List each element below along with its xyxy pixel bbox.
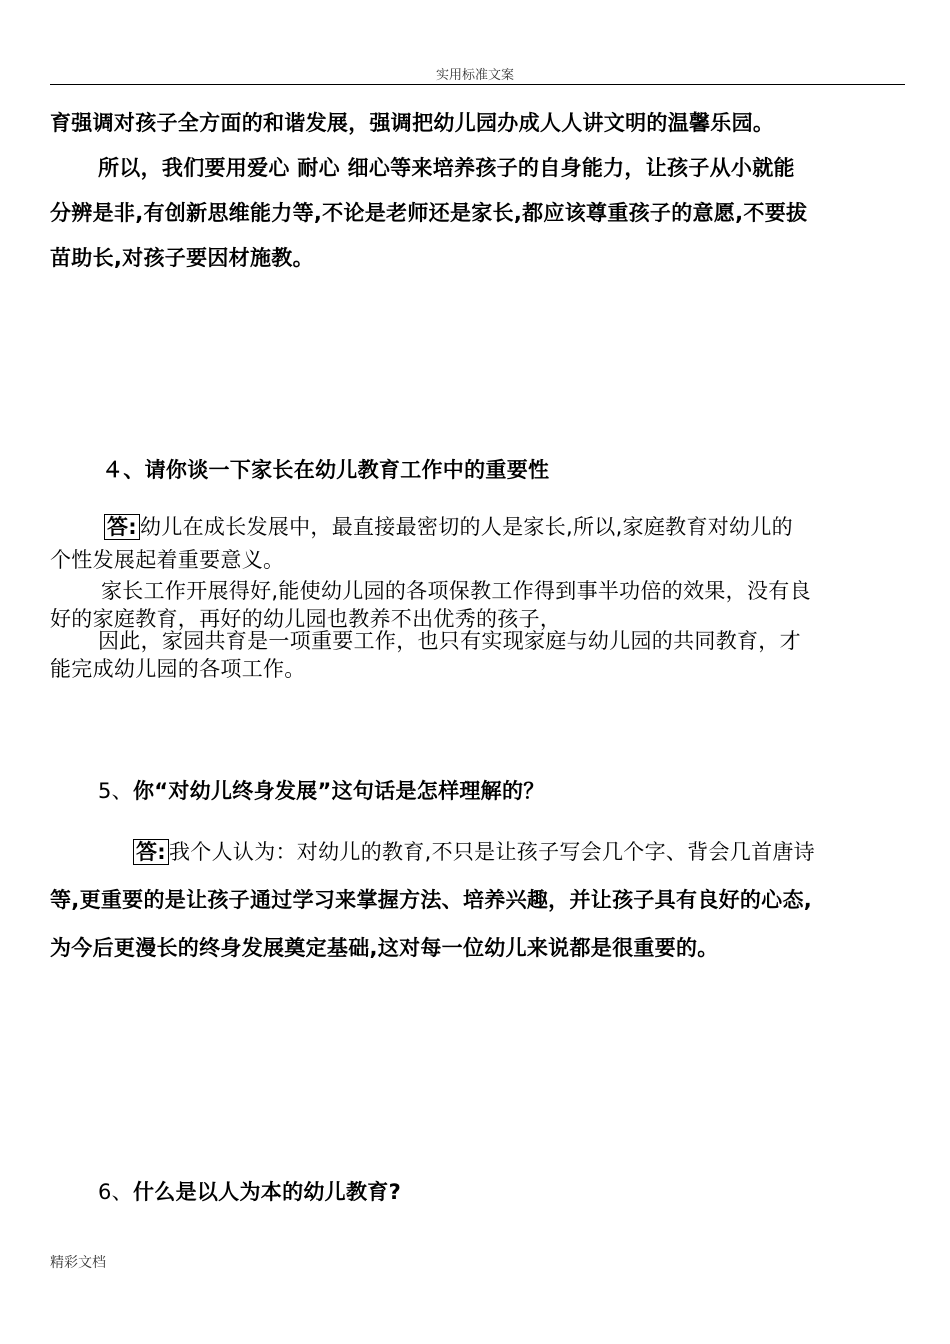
question-text: 你“对幼儿终身发展”这句话是怎样理解的？ bbox=[132, 779, 545, 803]
answer-label: 答: bbox=[104, 514, 140, 540]
answer-line bbox=[133, 830, 923, 875]
answer-text: 幼儿在成长发展中，最直接最密切的人是家长,所以,家庭教育对幼儿的 bbox=[140, 515, 793, 539]
question-number: 6、 bbox=[98, 1180, 133, 1204]
answer-line: 因此，家园共育是一项重要工作，也只有实现家庭与幼儿园的共同教育，才 bbox=[98, 629, 801, 653]
answer-line: 等,更重要的是让孩子通过学习来掌握方法、培养兴趣，并让孩子具有良好的心态, bbox=[50, 888, 813, 912]
answer-line: 个性发展起着重要意义。 bbox=[50, 548, 285, 572]
answer-line: 能完成幼儿园的各项工作。 bbox=[50, 657, 306, 681]
question-5-heading bbox=[98, 775, 545, 805]
answer-text: 我个人认为：对幼儿的教育,不只是让孩子写会几个字、背会几首唐诗 bbox=[169, 840, 815, 864]
paragraph-line: 所以，我们要用爱心 耐心 细心等来培养孩子的自身能力，让孩子从小就能 bbox=[98, 156, 795, 180]
answer-line: 为今后更漫长的终身发展奠定基础,这对每一位幼儿来说都是很重要的。 bbox=[50, 936, 719, 960]
header-divider bbox=[50, 84, 905, 85]
question-6-heading bbox=[98, 1176, 401, 1206]
answer-line: 好的家庭教育，再好的幼儿园也教养不出优秀的孩子， bbox=[50, 607, 562, 631]
paragraph-line: 育强调对孩子全方面的和谐发展，强调把幼儿园办成人人讲文明的温馨乐园。 bbox=[50, 111, 775, 135]
page-header: 实用标准文案 bbox=[435, 68, 514, 83]
paragraph-line: 分辨是非,有创新思维能力等,不论是老师还是家长,都应该尊重孩子的意愿,不要拔 bbox=[50, 201, 808, 225]
answer-label: 答: bbox=[133, 839, 169, 865]
answer-line: 家长工作开展得好,能使幼儿园的各项保教工作得到事半功倍的效果，没有良 bbox=[101, 579, 811, 603]
question-4-heading: ４、请你谈一下家长在幼儿教育工作中的重要性 bbox=[102, 458, 550, 482]
page-footer: 精彩文档 bbox=[50, 1255, 106, 1271]
paragraph-line: 苗助长,对孩子要因材施教。 bbox=[50, 246, 314, 270]
question-text: 什么是以人为本的幼儿教育? bbox=[132, 1180, 402, 1204]
answer-line bbox=[104, 513, 924, 541]
question-number: 5、 bbox=[98, 779, 133, 803]
